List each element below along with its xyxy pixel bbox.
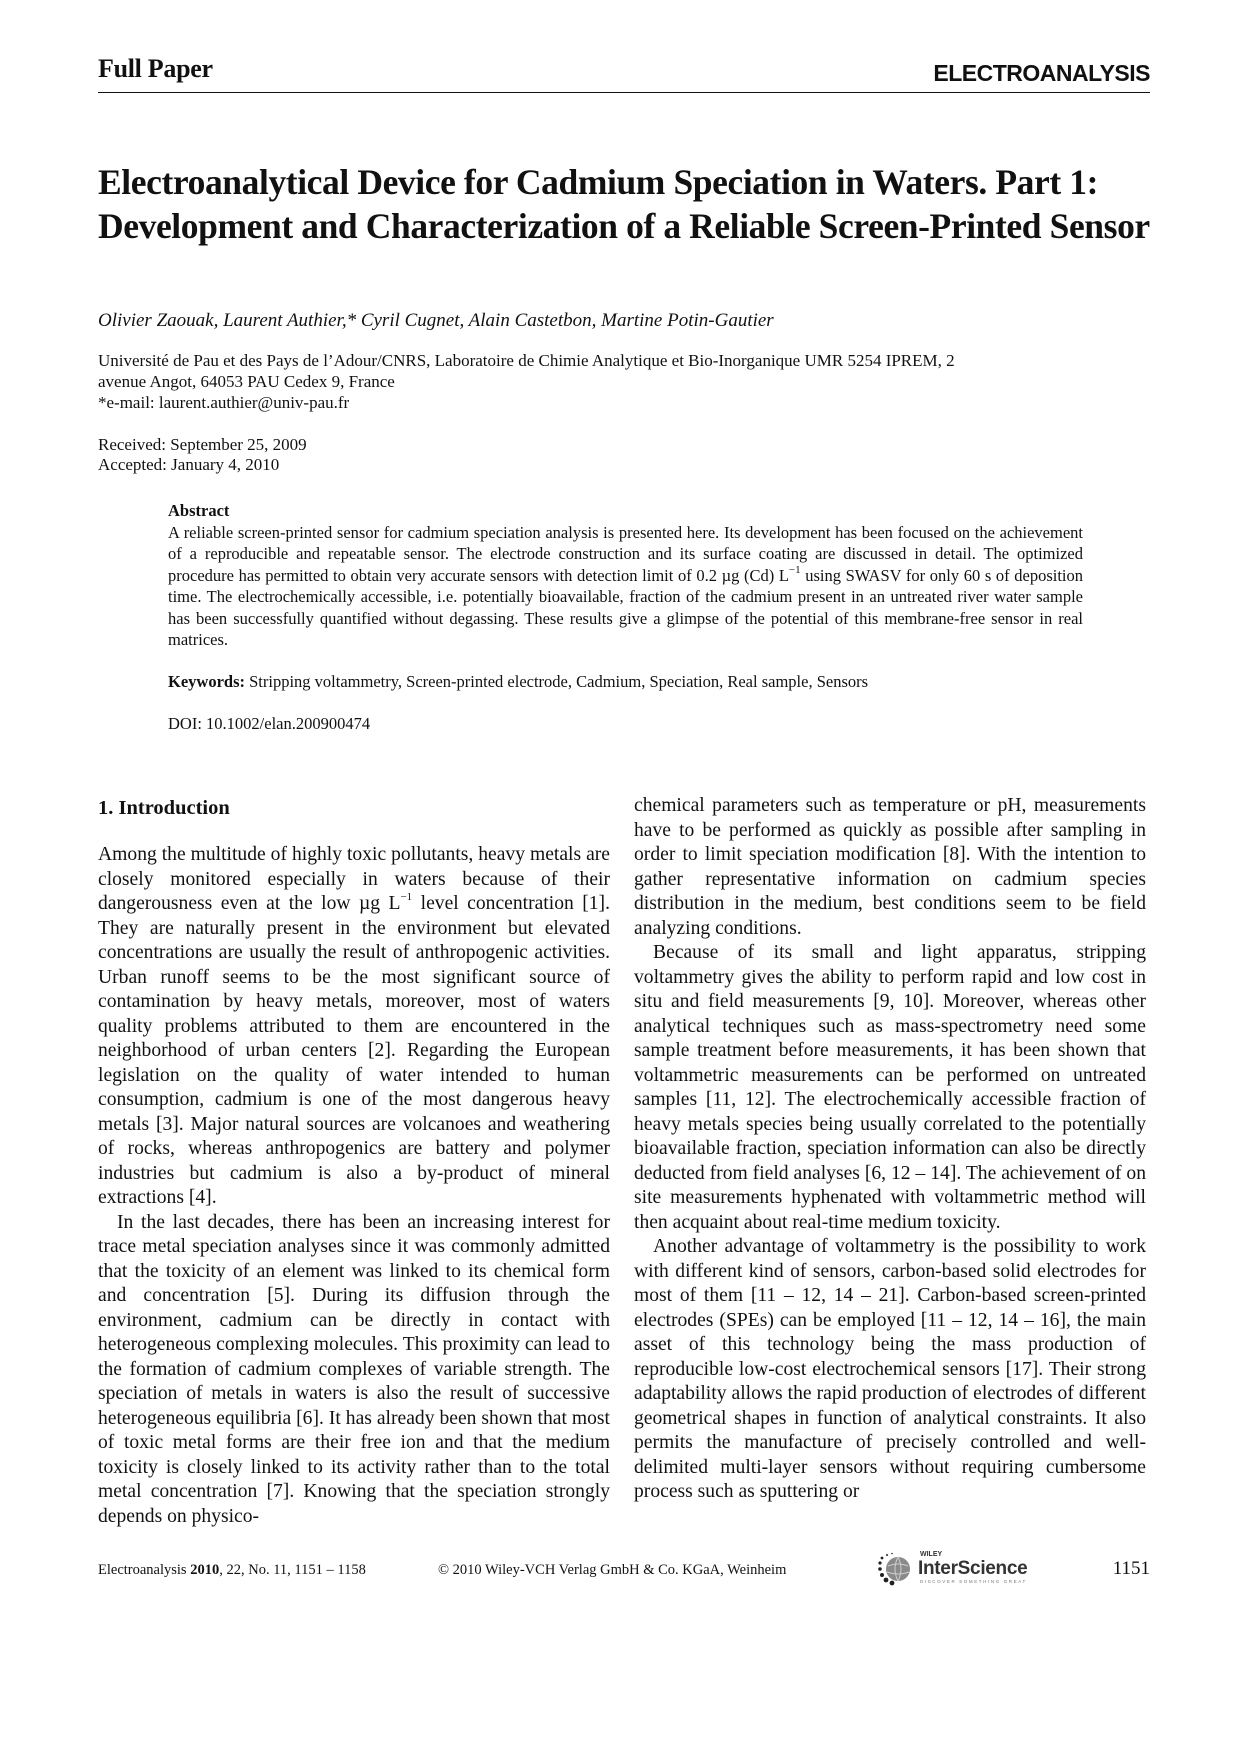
paragraph: chemical parameters such as temperature or pH, measurements have to be performed as quickly as possible after sampling in order to limit speciation modification [8]. With the intention to gather representative information on cadmium species distribution in the medium, best conditions seem to be field analyzing conditions. bbox=[634, 795, 1146, 939]
journal-citation bbox=[98, 1562, 366, 1579]
paragraph-text: level concentration [1]. They are naturally present in the environment but elevated concentrations are usually the result of anthropogenic activities. Urban runoff seems to be the most significant source of contamination by heavy metals, moreover, most of waters quality problems attributed to them are encountered in the neighborhood of urban centers [2]. Regarding the European legislation on the quality of water intended to human consumption, cadmium is one of the most dangerous heavy metals [3]. Major natural sources are volcanoes and weathering of rocks, whereas anthropogenics are battery and polymer industries but cadmium is also a by-product of mineral extractions [4]. bbox=[98, 893, 610, 1208]
citation-volume: , 22, No. 11, 1151 – 1158 bbox=[219, 1562, 366, 1578]
paragraph: In the last decades, there has been an increasing interest for trace metal speciation analyses since it was commonly admitted that the toxicity of an element was linked to its chemical form and concentration [5]. During its diffusion through the environment, cadmium can be directly in contact with heterogeneous complexing molecules. This proximity can lead to the formation of cadmium complexes of variable strength. The speciation of metals in waters is also the result of successive heterogeneous equilibria [6]. It has already been shown that most of toxic metal forms are their free ion and that the medium toxicity is closely linked to its activity rather than to the total metal concentration [7]. Knowing that the speciation strongly depends on physico- bbox=[98, 1211, 610, 1527]
paragraph: Because of its small and light apparatus, stripping voltammetry gives the ability to perform rapid and low cost in situ and field measurements [9, 10]. Moreover, whereas other analytical techniques such as mass-spectrometry need some sample treatment before measurements, it has been shown that voltammetric measurements can be performed on untreated samples [11, 12]. The electrochemically accessible fraction of heavy metals species being usually correlated to the potentially bioavailable fraction, speciation information can also be directly deducted from field analyses [6, 12 – 14]. The achievement of on site measurements hyphenated with voltammetric method will then acquaint about real-time medium toxicity. bbox=[634, 942, 1146, 1233]
running-head bbox=[98, 50, 1150, 93]
interscience-logo bbox=[876, 1552, 1066, 1586]
page-footer bbox=[98, 1552, 1150, 1588]
article-type: Full Paper bbox=[98, 54, 213, 83]
superscript: −1 bbox=[788, 564, 801, 576]
keywords bbox=[168, 672, 1148, 692]
abstract-text-part-2: using SWASV for only 60 s of deposition time. The electrochemically accessible, i.e. potentially bioavailable, fraction of the cadmium present in an untreated river water sample has been successfully quantified without degassing. These results give a glimpse of the potential of this membrane-free sensor in real matrices. bbox=[168, 565, 1083, 649]
publication-dates bbox=[98, 435, 307, 475]
paragraph bbox=[98, 843, 610, 1211]
abstract bbox=[168, 500, 1083, 651]
paper-title: Electroanalytical Device for Cadmium Speciation in Waters. Part 1: Development and Characterization of a Reliable Screen-Printed Sensor bbox=[98, 162, 1150, 246]
superscript: −1 bbox=[400, 891, 413, 904]
section-heading-introduction: 1. Introduction bbox=[98, 797, 230, 819]
publisher-name: WILEY bbox=[920, 1551, 943, 1558]
affiliation-line-2: avenue Angot, 64053 PAU Cedex 9, France bbox=[98, 372, 395, 391]
affiliation-line-1: Université de Pau et des Pays de l’Adour/CNRS, Laboratoire de Chimie Analytique et Bio-Inorganique UMR 5254 IPREM, 2 bbox=[98, 351, 955, 370]
keywords-label: Keywords: bbox=[168, 672, 245, 691]
abstract-text bbox=[168, 522, 1083, 651]
citation-year: 2010 bbox=[190, 1562, 220, 1578]
body-column-right bbox=[634, 794, 1146, 1505]
abstract-text-part-1: A reliable screen-printed sensor for cadmium speciation analysis is presented here. Its development has been focused on the achievement of a reproducible and repeatable sensor. The electrode construction and its surface coating are discussed in detail. The optimized procedure has permitted to obtain very accurate sensors with detection limit of 0.2 µg (Cd) L bbox=[168, 522, 1083, 585]
body-column-left bbox=[98, 843, 610, 1529]
received-date: Received: September 25, 2009 bbox=[98, 435, 307, 454]
affiliation bbox=[98, 350, 1150, 413]
abstract-heading: Abstract bbox=[168, 501, 230, 520]
keywords-value: Stripping voltammetry, Screen-printed electrode, Cadmium, Speciation, Real sample, Sensors bbox=[245, 672, 869, 691]
author-list: Olivier Zaouak, Laurent Authier,* Cyril Cugnet, Alain Castetbon, Martine Potin-Gautier bbox=[98, 310, 774, 331]
journal-name: ELECTROANALYSIS bbox=[933, 60, 1150, 86]
paragraph: Another advantage of voltammetry is the possibility to work with different kind of sensors, carbon-based solid electrodes for most of them [11 – 12, 14 – 21]. Carbon-based screen-printed electrodes (SPEs) can be employed [11 – 12, 14 – 16], the main asset of this technology being the mass production of reproducible low-cost electrochemical sensors [17]. Their strong adaptability allows the rapid production of electrodes of different geometrical shapes in function of analytical constraints. It also permits the manufacture of precisely controlled and well-delimited multi-layer sensors without requiring cumbersome process such as sputtering or bbox=[634, 1236, 1146, 1502]
accepted-date: Accepted: January 4, 2010 bbox=[98, 455, 280, 474]
doi: DOI: 10.1002/elan.200900474 bbox=[168, 714, 371, 733]
citation-journal: Electroanalysis bbox=[98, 1562, 191, 1578]
corresponding-email: *e-mail: laurent.authier@univ-pau.fr bbox=[98, 393, 350, 412]
logo-tagline: DISCOVER SOMETHING GREAT bbox=[920, 1579, 1027, 1584]
paragraph-text: Among the multitude of highly toxic pollutants, heavy metals are closely monitored especially in waters because of their dangerousness even at the low µg L bbox=[98, 844, 610, 914]
page-number: 1151 bbox=[1112, 1558, 1150, 1579]
logo-wordmark: InterScience bbox=[918, 1558, 1028, 1579]
copyright: © 2010 Wiley-VCH Verlag GmbH & Co. KGaA, Weinheim bbox=[438, 1562, 787, 1578]
globe-icon bbox=[876, 1552, 916, 1586]
